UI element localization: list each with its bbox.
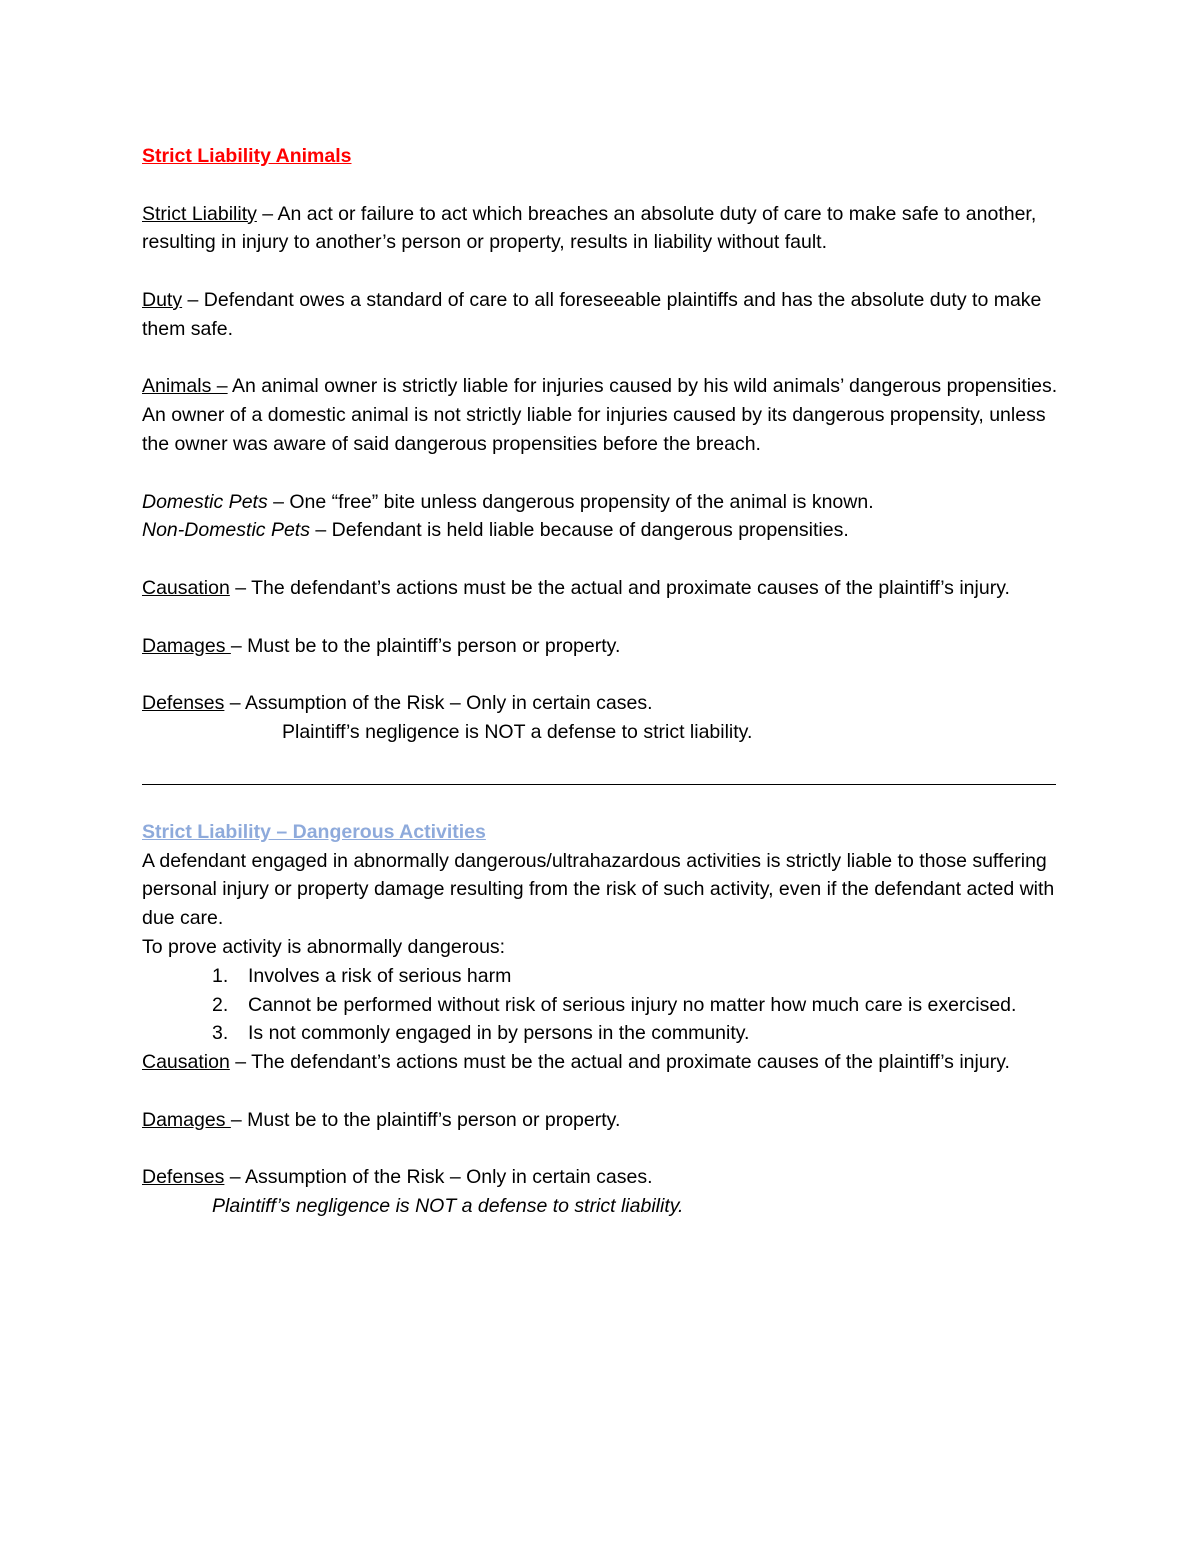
term-defenses: Defenses	[142, 692, 225, 715]
paragraph-defenses: Defenses – Assumption of the Risk – Only in certain cases.	[142, 692, 653, 715]
term-animals: Animals –	[142, 375, 228, 398]
paragraph-defenses-note-2: Plaintiff’s negligence is NOT a defense to strict liability.	[212, 1195, 684, 1218]
list-item: 3. Is not commonly engaged in by persons in the community.	[212, 1022, 750, 1045]
paragraph-damages: Damages – Must be to the plaintiff’s person or property.	[142, 634, 621, 657]
term-causation: Causation	[142, 1051, 230, 1074]
term-defenses: Defenses	[142, 1166, 225, 1189]
paragraph-defenses-note: Plaintiff’s negligence is NOT a defense to strict liability.	[282, 720, 753, 743]
paragraph-non-domestic-pets: Non-Domestic Pets – Defendant is held liable because of dangerous propensities.	[142, 519, 849, 542]
list-item: 1. Involves a risk of serious harm	[212, 964, 512, 987]
paragraph-strict-liability: Strict Liability – An act or failure to act which breaches an absolute duty of care to make safe to another, resulting in injury to another’s person or property, results in liability without fault.	[142, 202, 1037, 254]
paragraph-animals: Animals – An animal owner is strictly liable for injuries caused by his wild animals’ dangerous propensities. An owner of a domestic animal is not strictly liable for injuries caused by its dangerous propensity, unless the owner was aware of said dangerous propensities before the breach.	[142, 375, 1058, 455]
abnormally-dangerous-list	[142, 962, 1058, 1048]
paragraph-domestic-pets: Domestic Pets – One “free” bite unless dangerous propensity of the animal is known.	[142, 490, 874, 513]
horizontal-divider	[142, 784, 1056, 785]
term-domestic-pets: Domestic Pets	[142, 490, 268, 513]
term-strict-liability: Strict Liability	[142, 202, 257, 225]
term-causation: Causation	[142, 576, 230, 599]
paragraph-dangerous-intro: A defendant engaged in abnormally dangerous/ultrahazardous activities is strictly liable to those suffering personal injury or property damage resulting from the risk of such activity, even if the defendant acted with due care.	[142, 849, 1055, 930]
term-duty: Duty	[142, 288, 183, 311]
section-title-dangerous-activities: Strict Liability – Dangerous Activities	[142, 820, 486, 843]
paragraph-prove-intro: To prove activity is abnormally dangerous:	[142, 935, 506, 958]
term-damages: Damages	[142, 634, 231, 657]
paragraph-causation: Causation – The defendant’s actions must be the actual and proximate causes of the plaintiff’s injury.	[142, 576, 1010, 599]
term-damages: Damages	[142, 1108, 231, 1131]
term-non-domestic-pets: Non-Domestic Pets	[142, 519, 310, 542]
paragraph-damages-2: Damages – Must be to the plaintiff’s person or property.	[142, 1108, 621, 1131]
paragraph-defenses-2: Defenses – Assumption of the Risk – Only in certain cases.	[142, 1166, 653, 1189]
paragraph-causation-2: Causation – The defendant’s actions must be the actual and proximate causes of the plaintiff’s injury.	[142, 1051, 1010, 1074]
list-item: 2. Cannot be performed without risk of serious injury no matter how much care is exercised.	[212, 993, 1017, 1016]
section-title-animals: Strict Liability Animals	[142, 145, 352, 167]
document-content	[142, 142, 1058, 1221]
paragraph-duty: Duty – Defendant owes a standard of care to all foreseeable plaintiffs and has the absolute duty to make them safe.	[142, 288, 1042, 340]
